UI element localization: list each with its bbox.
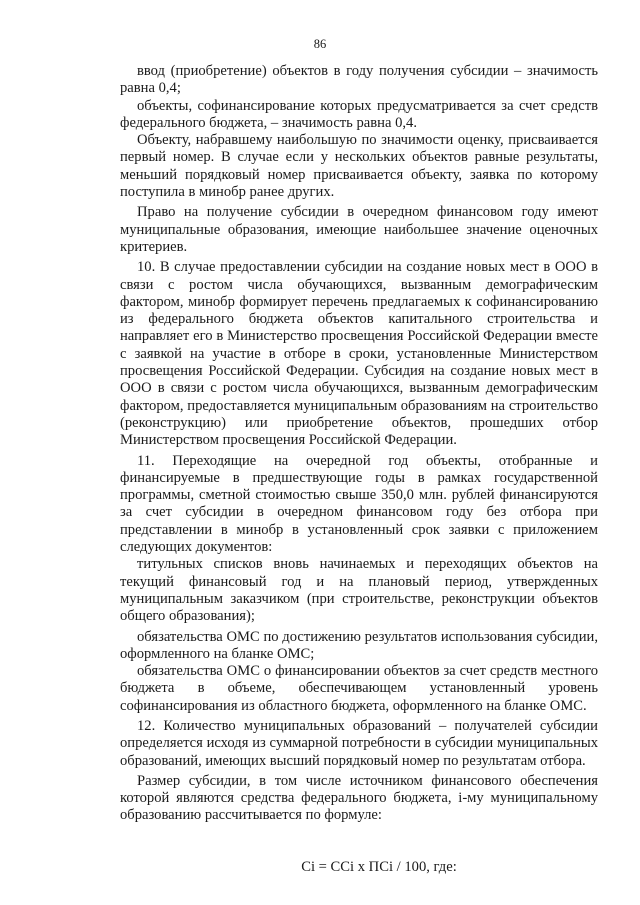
document-body	[120, 63, 598, 876]
paragraph-4: Право на получение субсидии в очередном финансовом году имеют муниципальные образования, имеющие наибольшее значение оценочных критериев.	[120, 204, 598, 255]
paragraph-8: обязательства ОМС по достижению результатов использования субсидии, оформленного на бланке ОМС;	[120, 628, 598, 662]
paragraph-11: Размер субсидии, в том числе источником финансового обеспечения которой являются средства федерального бюджета, i-му муниципальному образованию рассчитывается по формуле:	[120, 772, 598, 824]
paragraph-5: 10. В случае предоставлении субсидии на создание новых мест в ООО в связи с ростом числа обучающихся, вызванным демографическим фактором, минобр формирует перечень предлагаемых к софинансированию из федерального бюджета объектов капитального строительства и направляет его в Министерство просвещения Российской Федерации вместе с заявкой на участие в отборе в сроки, установленные Министерством просвещения Российской Федерации. Субсидия на создание новых мест в ООО в связи с ростом числа обучающихся, вызванным демографическим фактором, предоставляется муниципальным образованиям на строительство (реконструкцию) или приобретение объектов, прошедших отбор Министерством просвещения Российской Федерации.	[120, 259, 598, 449]
paragraph-3: Объекту, набравшему наибольшую по значимости оценку, присваивается первый номер. В случае если у нескольких объектов равные результаты, меньший порядковый номер присваивается объекту, заявка по которому поступила в минобр ранее других.	[120, 132, 598, 201]
paragraph-2: объекты, софинансирование которых предусматривается за счет средств федерального бюджета, – значимость равна 0,4.	[120, 97, 598, 131]
formula: Ci = CCi x ПCi / 100, где:	[301, 858, 457, 875]
paragraph-1: ввод (приобретение) объектов в году получения субсидии – значимость равна 0,4;	[120, 63, 598, 97]
paragraph-9: обязательства ОМС о финансировании объектов за счет средств местного бюджета в объеме, обеспечивающем установленный уровень софинансирования из областного бюджета, оформленного на бланке ОМС.	[120, 663, 598, 714]
paragraph-6: 11. Переходящие на очередной год объекты, отобранные и финансируемые в предшествующие годы в рамках государственной программы, сметной стоимостью свыше 350,0 млн. рублей финансируются за счет субсидии в очередном финансовом году без отбора при представлении в минобр в установленный срок заявки с приложением следующих документов:	[120, 452, 598, 556]
page-number: 86	[313, 37, 327, 51]
paragraph-7: титульных списков вновь начинаемых и переходящих объектов на текущий финансовый год и на плановый период, утвержденных муниципальным заказчиком (при строительстве, реконструкции объектов общего образования);	[120, 556, 598, 625]
paragraph-10: 12. Количество муниципальных образований – получателей субсидии определяется исходя из суммарной потребности в субсидии муниципальных образований, имеющих высший порядковый номер по результатам отбора.	[120, 717, 598, 769]
